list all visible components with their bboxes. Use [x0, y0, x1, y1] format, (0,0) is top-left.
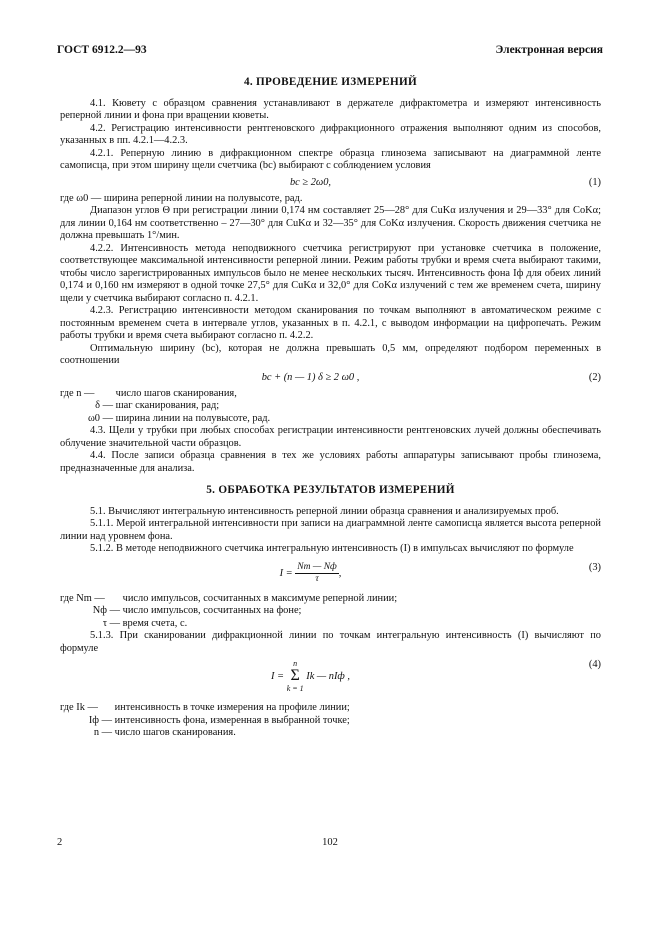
page-number: 2 [57, 837, 63, 848]
definition: где ω0 — ширина реперной линии на полувысоте, рад. [60, 192, 303, 204]
definition-text: число шагов сканирования, [115, 387, 237, 399]
definition-text: число шагов сканирования. [114, 727, 236, 738]
formula-2 [60, 370, 601, 387]
paragraph: 4.2. Регистрацию интенсивности рентгеновского дифракционного отражения выполняют одним из способов, указанных в пп. 4.2.1—4.2.3. [60, 122, 601, 146]
paragraph: 4.2.2. Интенсивность метода неподвижного счетчика регистрируют при установке счетчика в положение, соответствующее максимальной интенсивности реперной линии. Режим работы трубки и время счета выбирают такими, чтобы число зарегистрированных импульсов было не менее нескольких тысяч. Интенсивность фона Iф для обеих линий 0,174 и 0,160 нм измеряют в одной точке 27,5° для CuKα и 32,0° для CoKα излучений с тем же временем счета, ширину щели у счетчика выбирают согласно п. 4.2.1. [60, 242, 601, 304]
fraction-numerator: Nm — Nф [297, 561, 337, 572]
definition-symbol: δ — [95, 400, 113, 411]
definition-symbol: n — [93, 727, 112, 738]
definition-symbol: τ — [102, 617, 120, 629]
paragraph: 4.1. Кювету с образцом сравнения устанавливают в держателе дифрактометра и измеряют интенсивность реперной линии и фона при вращении кюветы. [60, 97, 601, 121]
definition-row [60, 605, 601, 618]
paragraph: 4.2.3. Регистрацию интенсивности методом сканирования по точкам выполняют в автоматическом режиме с постоянным временем счета в интервале углов, указанных в п. 4.2.1, с выводом информации на цифропечать. Режим работы трубки и время счета выбирают согласно п. 4.2.2. [60, 305, 601, 341]
section-title: 4. ПРОВЕДЕНИЕ ИЗМЕРЕНИЙ [243, 76, 418, 88]
fraction [295, 562, 338, 585]
definition-row [60, 400, 601, 413]
paragraph: 4.2.1. Реперную линию в дифракционном спектре образца глинозема записывают на диаграммной ленте самописца, при этом ширину щели счетчика (bc) выбирают с соблюдением условия [60, 147, 601, 171]
definition-symbol: где Nm — [60, 592, 105, 604]
version-label: Электронная версия [495, 44, 603, 56]
definitions-list [60, 593, 601, 631]
formula-expression: bc ≥ 2ω0, [289, 176, 332, 188]
section-title: 5. ОБРАБОТКА РЕЗУЛЬТАТОВ ИЗМЕРЕНИЙ [206, 484, 455, 496]
definition-text: интенсивность фона, измеренная в выбранной точке; [114, 714, 350, 726]
formula-number: (3) [588, 561, 601, 573]
paragraph: Оптимальную ширину (bc), которая не должна превышать 0,5 мм, определяют подбором переменных в соотношении [60, 342, 601, 366]
paragraph: Диапазон углов Θ при регистрации линии 0,174 нм составляет 25—28° для CuKα излучения и 29—33° для CoKα; для линии 0,164 нм соответственно – 27—30° для CuKα и 32—35° для CoKα излучения. Скорость движения счетчика не должна превышать 1°/мин. [60, 205, 601, 241]
formula-number: (4) [588, 659, 601, 670]
sum-lower-limit: k = 1 [286, 684, 304, 693]
formula-number: (2) [588, 371, 601, 383]
paragraph: 4.3. Щели у трубки при любых способах регистрации интенсивности рентгеновских лучей должны обеспечивать облучение значительной части образцов. [60, 425, 601, 449]
definition-row [60, 388, 601, 401]
definition-text: время счета, с. [122, 617, 188, 629]
definition-row [60, 702, 601, 715]
formula-expression: bc + (n — 1) δ ≥ 2 ω0 , [261, 371, 360, 383]
paragraph: 5.1. Вычисляют интегральную интенсивность реперной линии образца сравнения и анализируемых проб. [90, 505, 559, 517]
definition-row [60, 618, 601, 631]
definition-symbol: где Ik — [60, 702, 98, 713]
formula-lhs: I = [271, 670, 285, 682]
definition-row [60, 727, 601, 740]
document-body [60, 76, 601, 740]
definition-symbol: Iф — [88, 714, 112, 726]
definition-symbol: где n — [60, 387, 95, 399]
paragraph: 4.4. После записи образца сравнения в тех же условиях работы аппаратуры записывают пробы глинозема, предназначенные для анализа. [60, 450, 601, 474]
sigma-icon: Σ [290, 667, 300, 684]
formula-expression [60, 660, 561, 693]
paragraph: 5.1.2. В методе неподвижного счетчика интегральную интенсивность (I) в импульсах вычисляют по формуле [90, 543, 574, 554]
definition-text: шаг сканирования, рад; [115, 400, 220, 411]
formula-expression [60, 562, 561, 585]
definition-row [60, 593, 601, 606]
formula-1 [60, 175, 601, 192]
definition-text: интенсивность в точке измерения на профиле линии; [114, 702, 350, 713]
summation [287, 660, 304, 693]
sheet-number: 102 [322, 837, 338, 848]
definition-row [60, 715, 601, 728]
definition-text: число импульсов, сосчитанных на фоне; [122, 605, 302, 616]
definition-text: число импульсов, сосчитанных в максимуме реперной линии; [122, 592, 398, 604]
definition-row [60, 413, 601, 426]
paragraph: 5.1.1. Мерой интегральной интенсивности при записи на диаграммной ленте самописца является высота реперной линии над уровнем фона. [60, 518, 601, 542]
formula-lhs: I = [279, 567, 293, 579]
definition-symbol: ω0 — [87, 412, 113, 424]
formula-tail: , [338, 567, 342, 579]
formula-4 [60, 657, 601, 701]
formula-3 [60, 558, 601, 592]
paragraph: 5.1.3. При сканировании дифракционной линии по точкам интегральную интенсивность (I) вычисляют по формуле [60, 630, 601, 654]
definitions-list [60, 388, 601, 426]
sum-upper-limit: n [293, 659, 298, 668]
definitions-list [60, 702, 601, 740]
definition-symbol: Nф — [92, 605, 120, 616]
standard-code: ГОСТ 6912.2—93 [57, 44, 147, 56]
page-header [57, 44, 603, 60]
definition-text: ширина линии на полувысоте, рад. [115, 412, 271, 424]
formula-number: (1) [588, 176, 601, 188]
fraction-denominator: τ [315, 573, 319, 584]
formula-rhs: Ik — nIф , [306, 670, 350, 682]
